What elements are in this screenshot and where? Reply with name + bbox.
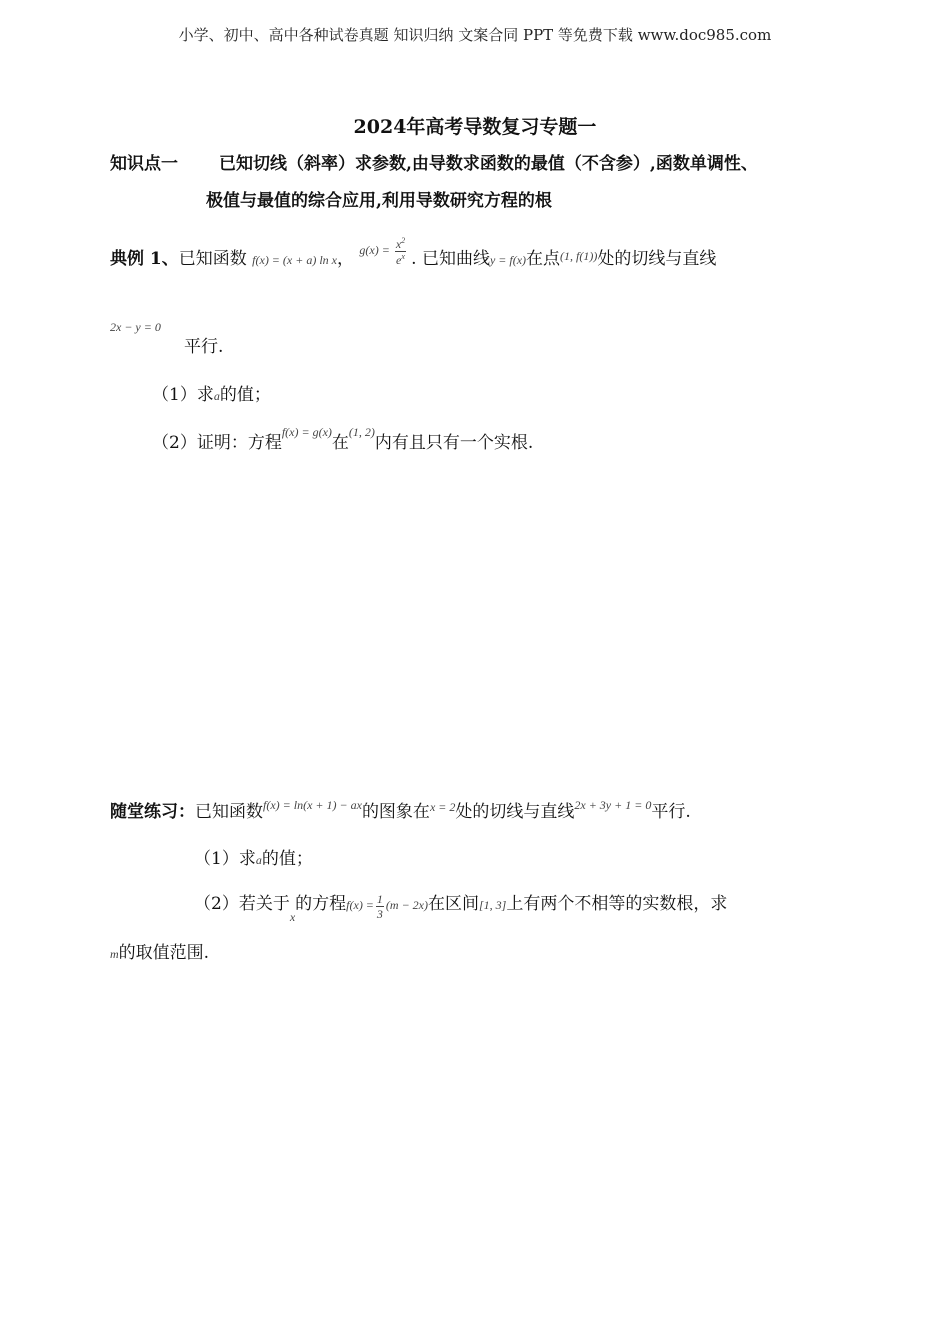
example1-q2-interval: (1, 2) [348, 425, 375, 439]
example1-comma: ， [336, 249, 354, 269]
example1-q1-text: 的值； [219, 385, 271, 405]
example1-q2-text: （2）证明：方程 [152, 433, 282, 453]
practice-q2-rhs: (m − 2x) [385, 898, 428, 912]
example1-q2 [152, 425, 534, 453]
example1-g-fraction [395, 237, 406, 266]
practice-x-val: x = 2 [429, 800, 456, 814]
example1-line1 [110, 235, 717, 276]
practice-q2-text: 的取值范围. [118, 943, 210, 963]
practice-q2-var: x [289, 910, 296, 924]
practice-q2-text: 上有两个不相等的实数根，求 [506, 894, 728, 914]
practice-q2 [194, 889, 728, 924]
example1-q2-text: 内有且只有一个实根. [374, 433, 534, 453]
practice-q1 [194, 844, 313, 869]
knowledge-point-label: 知识点一 [110, 154, 178, 174]
practice-q2-text: （2）若关于 [194, 894, 290, 914]
example1-g-lhs: g(x) = [359, 243, 390, 257]
example1-g-den-sup: x [401, 251, 405, 261]
practice-q2-line2 [110, 938, 209, 963]
example1-point: (1, f(1)) [560, 249, 598, 263]
practice-f-def: f(x) = ln(x + 1) − ax [263, 798, 362, 812]
practice-line1 [110, 797, 691, 822]
example1-label: 典例 1、 [110, 249, 179, 269]
page-title: 2024年高考导数复习专题一 [353, 116, 597, 138]
practice-text: 已知函数 [195, 802, 263, 822]
practice-q2-num: 1 [376, 891, 383, 906]
example1-g-num: x [395, 236, 402, 251]
example1-g-den: e [396, 252, 402, 267]
practice-q1-text: （1）求 [194, 849, 256, 869]
knowledge-point-line1: 已知切线（斜率）求参数,由导数求函数的最值（不含参）,函数单调性、 [219, 154, 758, 174]
example1-q2-text: 在 [331, 433, 349, 453]
knowledge-point-line2: 极值与最值的综合应用,利用导数研究方程的根 [206, 191, 552, 211]
example1-curve: y = f(x) [489, 253, 527, 267]
example1-parallel: 平行. [184, 337, 224, 357]
page-header: 小学、初中、高中各种试卷真题 知识归纳 文案合同 PPT 等免费下载 www.doc985.com [178, 26, 772, 44]
practice-q2-var2: m [110, 947, 119, 961]
practice-q1-text: 的值； [261, 849, 313, 869]
example1-text: 已知函数 [178, 249, 247, 269]
example1-q1-var: a [213, 389, 220, 403]
practice-q2-fraction [376, 893, 384, 920]
example1-g-def [359, 235, 411, 267]
practice-text: 的图象在 [361, 802, 430, 822]
practice-text: 平行. [651, 802, 691, 822]
example1-text: 在点 [526, 249, 561, 269]
practice-label: 随堂练习： [110, 802, 195, 822]
practice-q2-eq [346, 891, 428, 921]
example1-text: . 已知曲线 [411, 249, 490, 269]
example1-f-def: f(x) = (x + a) ln x [252, 253, 337, 267]
practice-q2-text: 在区间 [428, 894, 479, 914]
practice-q2-lhs: f(x) = [346, 898, 374, 912]
example1-q2-eq: f(x) = g(x) [281, 425, 332, 439]
example1-q1-text: （1）求 [152, 385, 214, 405]
practice-text: 处的切线与直线 [455, 802, 575, 822]
example1-text: 处的切线与直线 [597, 249, 717, 269]
example1-q1 [152, 380, 271, 405]
practice-q1-var: a [255, 853, 262, 867]
example1-g-num-sup: 2 [401, 235, 406, 245]
practice-q2-text: 的方程 [295, 894, 347, 914]
practice-q2-den: 3 [376, 906, 383, 921]
practice-q2-interval: [1, 3] [479, 898, 507, 912]
practice-line-eq: 2x + 3y + 1 = 0 [574, 798, 652, 812]
example1-line-eq: 2x − y = 0 [110, 320, 161, 334]
